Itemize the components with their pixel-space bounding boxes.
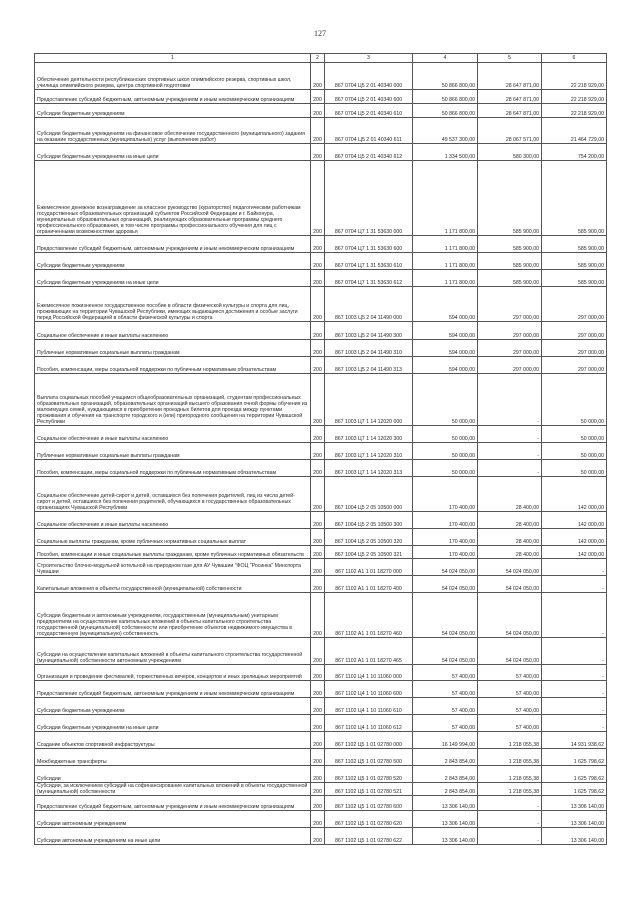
row-code-cell: 200 <box>311 681 325 698</box>
row-sum1-cell: 170 400,00 <box>413 546 478 559</box>
row-sum3-cell: - <box>542 559 607 576</box>
row-kbk-cell: 867 1102 А1 1 01 18270 465 <box>325 638 413 665</box>
row-name-cell: Субсидии, за исключением субсидий на софинансирование капитальных вложений в объекты государственной (муниципальной) собственности <box>35 783 311 796</box>
row-kbk-cell: 867 1003 Ц7 1 14 12020 313 <box>325 460 413 477</box>
table-row <box>35 811 607 828</box>
row-sum3-cell: - <box>542 638 607 665</box>
table-row <box>35 665 607 681</box>
row-name-cell: Капитальные вложения в объекты государственной (муниципальной) собственности <box>35 576 311 593</box>
row-sum3-cell: 142 000,00 <box>542 529 607 546</box>
row-name-cell: Субсидии бюджетным учреждениям на иные цели <box>35 144 311 161</box>
table-row <box>35 270 607 287</box>
row-name-cell: Субсидии бюджетным и автономным учреждениям, государственным (муниципальным) унитарным предприятиям на осуществление капитальных вложений в объекты капитального строительства государственной (муниципальной) собственности или приобретение объектов недвижимого имущества в государственную (муниципальную) собственность <box>35 593 311 638</box>
row-sum3-cell: 50 000,00 <box>542 460 607 477</box>
table-row <box>35 90 607 104</box>
row-sum2-cell: - <box>478 796 542 811</box>
row-sum2-cell: 297 000,00 <box>478 357 542 374</box>
row-sum3-cell: 13 306 140,00 <box>542 828 607 845</box>
row-name-cell: Строительство блочно-модульной котельной на природном газе для АУ Чувашии "ФОЦ "Росинка" Минспорта Чувашии <box>35 559 311 576</box>
row-sum1-cell: 50 866 800,00 <box>413 104 478 118</box>
column-header: 2 <box>311 54 325 63</box>
row-code-cell: 200 <box>311 715 325 732</box>
row-name-cell: Предоставление субсидий бюджетным, автономным учреждениям и иным некоммерческим организациям <box>35 236 311 253</box>
row-sum2-cell: 57 400,00 <box>478 681 542 698</box>
row-sum2-cell: - <box>478 374 542 426</box>
row-code-cell: 200 <box>311 236 325 253</box>
row-sum2-cell: - <box>478 811 542 828</box>
row-kbk-cell: 867 1102 Ц5 1 01 02780 600 <box>325 796 413 811</box>
row-sum1-cell: 57 400,00 <box>413 681 478 698</box>
row-sum2-cell: 1 218 055,38 <box>478 783 542 796</box>
row-sum2-cell: 54 024 050,00 <box>478 638 542 665</box>
row-code-cell: 200 <box>311 796 325 811</box>
row-code-cell: 200 <box>311 512 325 529</box>
table-row <box>35 766 607 783</box>
table-row <box>35 63 607 90</box>
row-kbk-cell: 867 1003 Ц7 1 14 12020 000 <box>325 374 413 426</box>
row-sum3-cell: - <box>542 593 607 638</box>
table-row <box>35 104 607 118</box>
row-sum3-cell: 142 000,00 <box>542 546 607 559</box>
row-sum3-cell: 22 218 929,00 <box>542 63 607 90</box>
row-sum2-cell: 28 400,00 <box>478 477 542 512</box>
row-sum3-cell: 585 900,00 <box>542 270 607 287</box>
row-code-cell: 200 <box>311 732 325 749</box>
row-sum1-cell: 50 000,00 <box>413 426 478 443</box>
table-row <box>35 426 607 443</box>
row-code-cell: 200 <box>311 374 325 426</box>
table-row <box>35 749 607 766</box>
row-sum3-cell: - <box>542 715 607 732</box>
row-kbk-cell: 867 1102 А1 1 01 18270 000 <box>325 559 413 576</box>
row-kbk-cell: 867 1102 Ц5 1 01 02780 521 <box>325 783 413 796</box>
row-sum2-cell: 54 024 050,00 <box>478 576 542 593</box>
row-code-cell: 200 <box>311 144 325 161</box>
row-code-cell: 200 <box>311 287 325 322</box>
row-sum3-cell: 22 218 929,00 <box>542 90 607 104</box>
row-code-cell: 200 <box>311 90 325 104</box>
row-sum1-cell: 57 400,00 <box>413 715 478 732</box>
row-code-cell: 200 <box>311 426 325 443</box>
row-sum1-cell: 13 306 140,00 <box>413 828 478 845</box>
row-sum1-cell: 594 000,00 <box>413 322 478 340</box>
row-sum3-cell: 754 200,00 <box>542 144 607 161</box>
table-row <box>35 357 607 374</box>
row-sum1-cell: 1 334 500,00 <box>413 144 478 161</box>
table-row <box>35 443 607 460</box>
row-code-cell: 200 <box>311 443 325 460</box>
row-sum3-cell: 1 625 798,62 <box>542 749 607 766</box>
row-kbk-cell: 867 1102 Ц4 1 10 11060 600 <box>325 681 413 698</box>
row-sum2-cell: 54 024 050,00 <box>478 593 542 638</box>
table-row <box>35 593 607 638</box>
row-sum3-cell: 297 000,00 <box>542 340 607 357</box>
row-sum1-cell: 2 843 854,00 <box>413 766 478 783</box>
row-sum1-cell: 170 400,00 <box>413 512 478 529</box>
row-kbk-cell: 867 0704 Ц5 2 01 40340 611 <box>325 118 413 144</box>
row-name-cell: Субсидии бюджетным учреждениям на финансовое обеспечение государственного (муниципального) задания на оказание государственных (муниципальных) услуг (выполнение работ) <box>35 118 311 144</box>
row-name-cell: Ежемесячное денежное вознаграждение за классное руководство (кураторство) педагогическим работникам государственных образовательных организаций субъектов Российской Федерации и г. Байконура, муниципальных образовательных организаций, реализующих образовательные программы среднего профессионального образования, в том числе программы профессионального обучения для лиц с ограниченными возможностями здоровья <box>35 161 311 236</box>
row-kbk-cell: 867 1102 Ц5 1 01 02780 000 <box>325 732 413 749</box>
row-kbk-cell: 867 0704 Ц5 2 01 40340 612 <box>325 144 413 161</box>
row-kbk-cell: 867 0704 Ц5 2 01 40340 600 <box>325 90 413 104</box>
row-name-cell: Ежемесячное пожизненное государственное пособие в области физической культуры и спорта для лиц, проживающих на территории Чувашской Республики, имеющих выдающиеся достижения и особые заслуги перед Российской Федерацией в области физической культуры и спорта <box>35 287 311 322</box>
row-code-cell: 200 <box>311 766 325 783</box>
row-kbk-cell: 867 1003 Ц5 2 04 11490 300 <box>325 322 413 340</box>
row-name-cell: Межбюджетные трансферты <box>35 749 311 766</box>
row-name-cell: Социальное обеспечение детей-сирот и детей, оставшихся без попечения родителей, лиц из числа детей-сирот и детей, оставшихся без попечения родителей, обучающихся в государственных образовательных организациях Чувашской Республики <box>35 477 311 512</box>
row-sum2-cell: 1 218 055,38 <box>478 732 542 749</box>
row-sum3-cell: - <box>542 576 607 593</box>
row-name-cell: Субсидии на осуществление капитальных вложений в объекты капитального строительства государственной (муниципальной) собственности автономным учреждениям <box>35 638 311 665</box>
row-code-cell: 200 <box>311 63 325 90</box>
row-kbk-cell: 867 0704 Ц7 1 31 53630 000 <box>325 161 413 236</box>
row-sum1-cell: 1 171 800,00 <box>413 270 478 287</box>
row-sum2-cell: 297 000,00 <box>478 287 542 322</box>
column-header: 3 <box>325 54 413 63</box>
table-header-row <box>35 54 607 63</box>
row-sum1-cell: 57 400,00 <box>413 698 478 715</box>
table-row <box>35 253 607 270</box>
row-name-cell: Публичные нормативные социальные выплаты гражданам <box>35 340 311 357</box>
row-sum2-cell: 585 900,00 <box>478 253 542 270</box>
row-sum3-cell: 13 306 140,00 <box>542 811 607 828</box>
row-code-cell: 200 <box>311 749 325 766</box>
table-row <box>35 118 607 144</box>
row-sum1-cell: 16 149 994,00 <box>413 732 478 749</box>
table-row <box>35 322 607 340</box>
row-kbk-cell: 867 0704 Ц7 1 31 53630 600 <box>325 236 413 253</box>
table-row <box>35 144 607 161</box>
row-sum1-cell: 50 000,00 <box>413 460 478 477</box>
row-sum3-cell: 297 000,00 <box>542 322 607 340</box>
row-code-cell: 200 <box>311 811 325 828</box>
row-name-cell: Организация и проведение фестивалей, торжественных вечеров, концертов и иных зрелищных мероприятий <box>35 665 311 681</box>
row-sum1-cell: 1 171 800,00 <box>413 253 478 270</box>
row-kbk-cell: 867 1102 Ц5 1 01 02780 620 <box>325 811 413 828</box>
row-code-cell: 200 <box>311 477 325 512</box>
row-kbk-cell: 867 0704 Ц5 2 01 40340 610 <box>325 104 413 118</box>
row-kbk-cell: 867 1003 Ц7 1 14 12020 300 <box>325 426 413 443</box>
row-sum1-cell: 49 537 300,00 <box>413 118 478 144</box>
row-name-cell: Предоставление субсидий бюджетным, автономным учреждениям и иным некоммерческим организациям <box>35 90 311 104</box>
row-sum3-cell: 297 000,00 <box>542 357 607 374</box>
row-code-cell: 200 <box>311 593 325 638</box>
row-code-cell: 200 <box>311 253 325 270</box>
row-sum3-cell: 50 000,00 <box>542 426 607 443</box>
row-sum1-cell: 54 024 050,00 <box>413 576 478 593</box>
row-sum2-cell: 28 067 571,00 <box>478 118 542 144</box>
row-sum2-cell: 57 400,00 <box>478 715 542 732</box>
row-code-cell: 200 <box>311 828 325 845</box>
row-sum2-cell: 580 300,00 <box>478 144 542 161</box>
row-sum1-cell: 1 171 800,00 <box>413 236 478 253</box>
row-kbk-cell: 867 1102 Ц4 1 10 11060 612 <box>325 715 413 732</box>
row-kbk-cell: 867 1004 Ц5 2 05 10500 320 <box>325 529 413 546</box>
row-sum2-cell: 297 000,00 <box>478 322 542 340</box>
column-header: 5 <box>478 54 542 63</box>
row-sum1-cell: 594 000,00 <box>413 340 478 357</box>
row-code-cell: 200 <box>311 161 325 236</box>
table-row <box>35 374 607 426</box>
row-kbk-cell: 867 1003 Ц5 2 04 11490 313 <box>325 357 413 374</box>
table-row <box>35 512 607 529</box>
row-sum2-cell: 1 218 055,38 <box>478 749 542 766</box>
row-sum1-cell: 50 000,00 <box>413 374 478 426</box>
row-name-cell: Социальное обеспечение и иные выплаты населению <box>35 512 311 529</box>
row-name-cell: Выплата социальных пособий учащимся общеобразовательных организаций, студентам профессиональных образовательных организаций, образовательных организаций высшего образования очной формы обучения из малоимущих семей, нуждающимся в приобретении проездных билетов для проезда между пунктами проживания и обучения на транспорте городского и (или) пригородного сообщения на территории Чувашской Республики <box>35 374 311 426</box>
row-sum3-cell: 21 464 729,00 <box>542 118 607 144</box>
row-code-cell: 200 <box>311 576 325 593</box>
row-kbk-cell: 867 1102 Ц5 1 01 02780 622 <box>325 828 413 845</box>
row-sum2-cell: 28 400,00 <box>478 546 542 559</box>
row-kbk-cell: 867 0704 Ц5 2 01 40340 000 <box>325 63 413 90</box>
row-sum1-cell: 54 024 050,00 <box>413 638 478 665</box>
table-row <box>35 287 607 322</box>
row-code-cell: 200 <box>311 638 325 665</box>
row-kbk-cell: 867 1003 Ц5 2 04 11490 000 <box>325 287 413 322</box>
row-sum3-cell: 1 625 798,62 <box>542 783 607 796</box>
row-sum3-cell: - <box>542 665 607 681</box>
table-row <box>35 546 607 559</box>
row-code-cell: 200 <box>311 357 325 374</box>
row-name-cell: Публичные нормативные социальные выплаты гражданам <box>35 443 311 460</box>
table-row <box>35 681 607 698</box>
row-sum3-cell: 50 000,00 <box>542 374 607 426</box>
row-sum1-cell: 2 843 854,00 <box>413 783 478 796</box>
row-sum2-cell: 28 647 871,00 <box>478 90 542 104</box>
row-sum3-cell: 585 900,00 <box>542 236 607 253</box>
table-row <box>35 828 607 845</box>
row-name-cell: Субсидии бюджетным учреждениям <box>35 253 311 270</box>
table-row <box>35 161 607 236</box>
row-sum1-cell: 57 400,00 <box>413 665 478 681</box>
row-kbk-cell: 867 0704 Ц7 1 31 53630 612 <box>325 270 413 287</box>
row-sum3-cell: 14 931 938,62 <box>542 732 607 749</box>
column-header: 6 <box>542 54 607 63</box>
row-kbk-cell: 867 1102 А1 1 01 18270 460 <box>325 593 413 638</box>
row-sum2-cell: - <box>478 426 542 443</box>
row-kbk-cell: 867 1004 Ц5 2 05 10500 000 <box>325 477 413 512</box>
row-kbk-cell: 867 1102 Ц4 1 10 11060 000 <box>325 665 413 681</box>
row-code-cell: 200 <box>311 546 325 559</box>
row-sum3-cell: 13 306 140,00 <box>542 796 607 811</box>
row-sum1-cell: 54 024 050,00 <box>413 593 478 638</box>
row-name-cell: Субсидии автономным учреждениям <box>35 811 311 828</box>
row-code-cell: 200 <box>311 270 325 287</box>
row-sum1-cell: 50 000,00 <box>413 443 478 460</box>
table-row <box>35 477 607 512</box>
row-code-cell: 200 <box>311 118 325 144</box>
row-code-cell: 200 <box>311 783 325 796</box>
row-kbk-cell: 867 1004 Ц5 2 05 10500 300 <box>325 512 413 529</box>
row-sum1-cell: 50 866 800,00 <box>413 63 478 90</box>
row-sum2-cell: 57 400,00 <box>478 665 542 681</box>
row-name-cell: Субсидии <box>35 766 311 783</box>
row-code-cell: 200 <box>311 665 325 681</box>
row-sum3-cell: - <box>542 698 607 715</box>
table-row <box>35 559 607 576</box>
row-kbk-cell: 867 1003 Ц5 2 04 11490 310 <box>325 340 413 357</box>
row-code-cell: 200 <box>311 340 325 357</box>
row-code-cell: 200 <box>311 460 325 477</box>
table-row <box>35 715 607 732</box>
row-sum2-cell: 54 024 050,00 <box>478 559 542 576</box>
row-sum2-cell: 28 400,00 <box>478 529 542 546</box>
row-sum1-cell: 170 400,00 <box>413 529 478 546</box>
row-name-cell: Создание объектов спортивной инфраструктуры <box>35 732 311 749</box>
row-sum1-cell: 594 000,00 <box>413 357 478 374</box>
row-name-cell: Предоставление субсидий бюджетным, автономным учреждениям и иным некоммерческим организациям <box>35 796 311 811</box>
row-kbk-cell: 867 1102 Ц5 1 01 02780 500 <box>325 749 413 766</box>
row-sum3-cell: 585 900,00 <box>542 253 607 270</box>
table-row <box>35 460 607 477</box>
row-kbk-cell: 867 1003 Ц7 1 14 12020 310 <box>325 443 413 460</box>
table-row <box>35 340 607 357</box>
row-code-cell: 200 <box>311 104 325 118</box>
row-sum2-cell: 585 900,00 <box>478 236 542 253</box>
row-name-cell: Субсидии бюджетным учреждениям <box>35 698 311 715</box>
row-sum1-cell: 13 306 140,00 <box>413 811 478 828</box>
page-number: 127 <box>314 29 326 38</box>
table-row <box>35 529 607 546</box>
row-code-cell: 200 <box>311 559 325 576</box>
row-name-cell: Пособия, компенсации и иные социальные выплаты гражданам, кроме публичных нормативных обязательств <box>35 546 311 559</box>
row-name-cell: Пособия, компенсации, меры социальной поддержки по публичным нормативным обязательствам <box>35 460 311 477</box>
row-sum1-cell: 13 306 140,00 <box>413 796 478 811</box>
budget-table <box>34 53 607 845</box>
row-code-cell: 200 <box>311 698 325 715</box>
row-name-cell: Социальные выплаты гражданам, кроме публичных нормативных социальных выплат <box>35 529 311 546</box>
row-kbk-cell: 867 1102 Ц4 1 10 11060 610 <box>325 698 413 715</box>
column-header: 4 <box>413 54 478 63</box>
row-sum2-cell: 28 647 871,00 <box>478 63 542 90</box>
row-name-cell: Субсидии бюджетным учреждениям на иные цели <box>35 715 311 732</box>
table-row <box>35 698 607 715</box>
row-sum3-cell: 142 000,00 <box>542 477 607 512</box>
row-name-cell: Субсидии бюджетным учреждениям на иные цели <box>35 270 311 287</box>
row-name-cell: Предоставление субсидий бюджетным, автономным учреждениям и иным некоммерческим организациям <box>35 681 311 698</box>
row-name-cell: Социальное обеспечение и иные выплаты населению <box>35 322 311 340</box>
row-sum1-cell: 54 024 050,00 <box>413 559 478 576</box>
row-sum1-cell: 1 171 800,00 <box>413 161 478 236</box>
row-kbk-cell: 867 1102 Ц5 1 01 02780 520 <box>325 766 413 783</box>
table-row <box>35 638 607 665</box>
row-code-cell: 200 <box>311 529 325 546</box>
row-kbk-cell: 867 1004 Ц5 2 05 10500 321 <box>325 546 413 559</box>
row-sum3-cell: 142 000,00 <box>542 512 607 529</box>
table-row <box>35 236 607 253</box>
row-kbk-cell: 867 1102 А1 1 01 18270 400 <box>325 576 413 593</box>
row-name-cell: Субсидии автономным учреждениям на иные цели <box>35 828 311 845</box>
row-sum3-cell: 297 000,00 <box>542 287 607 322</box>
table-row <box>35 732 607 749</box>
row-sum1-cell: 2 843 854,00 <box>413 749 478 766</box>
row-sum1-cell: 170 400,00 <box>413 477 478 512</box>
row-sum2-cell: 1 218 055,38 <box>478 766 542 783</box>
row-name-cell: Пособия, компенсации, меры социальной поддержки по публичным нормативным обязательствам <box>35 357 311 374</box>
row-sum3-cell: - <box>542 681 607 698</box>
row-sum2-cell: - <box>478 828 542 845</box>
row-name-cell: Социальное обеспечение и иные выплаты населению <box>35 426 311 443</box>
column-header: 1 <box>35 54 311 63</box>
row-sum3-cell: 585 900,00 <box>542 161 607 236</box>
row-sum2-cell: 57 400,00 <box>478 698 542 715</box>
row-sum2-cell: 28 400,00 <box>478 512 542 529</box>
table-row <box>35 576 607 593</box>
row-kbk-cell: 867 0704 Ц7 1 31 53630 610 <box>325 253 413 270</box>
row-sum2-cell: 297 000,00 <box>478 340 542 357</box>
table-row <box>35 783 607 796</box>
row-sum3-cell: 1 625 798,62 <box>542 766 607 783</box>
row-code-cell: 200 <box>311 322 325 340</box>
row-sum2-cell: - <box>478 460 542 477</box>
row-sum3-cell: 22 218 929,00 <box>542 104 607 118</box>
row-sum3-cell: 50 000,00 <box>542 443 607 460</box>
row-sum2-cell: 585 900,00 <box>478 270 542 287</box>
row-name-cell: Субсидии бюджетным учреждениям <box>35 104 311 118</box>
row-sum2-cell: 585 900,00 <box>478 161 542 236</box>
row-name-cell: Обеспечение деятельности республиканских спортивных школ олимпийского резерва, спортивных школ, училища олимпийского резерва, центра спортивной подготовки <box>35 63 311 90</box>
table-row <box>35 796 607 811</box>
row-sum2-cell: - <box>478 443 542 460</box>
row-sum2-cell: 28 647 871,00 <box>478 104 542 118</box>
row-sum1-cell: 594 000,00 <box>413 287 478 322</box>
row-sum1-cell: 50 866 800,00 <box>413 90 478 104</box>
